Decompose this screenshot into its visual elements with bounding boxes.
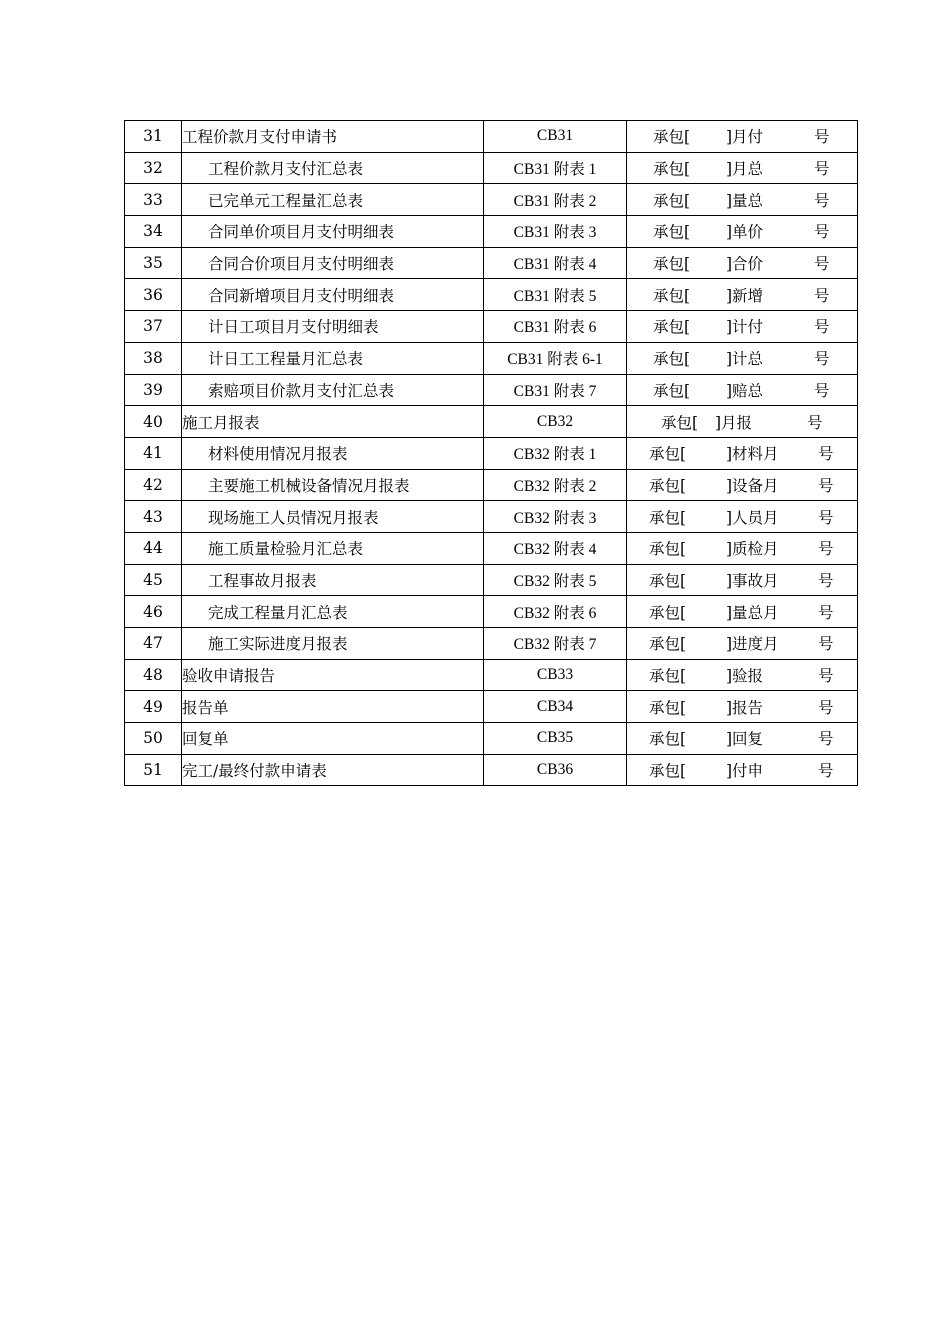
reference-prefix: 承包[ bbox=[649, 762, 687, 781]
form-name: 现场施工人员情况月报表 bbox=[182, 501, 484, 533]
row-number: 47 bbox=[125, 628, 182, 660]
form-code: CB31 附表 1 bbox=[484, 152, 627, 184]
form-code: CB32 附表 7 bbox=[484, 628, 627, 660]
reference-suffix: 号 bbox=[818, 540, 834, 559]
reference-type: ]量总 bbox=[726, 191, 764, 210]
row-number: 34 bbox=[125, 216, 182, 248]
form-reference bbox=[627, 184, 858, 216]
table-row bbox=[125, 406, 858, 438]
form-code: CB35 bbox=[484, 723, 627, 755]
table-row bbox=[125, 342, 858, 374]
table-row bbox=[125, 532, 858, 564]
form-name: 施工实际进度月报表 bbox=[182, 628, 484, 660]
form-reference bbox=[627, 564, 858, 596]
form-reference bbox=[627, 311, 858, 343]
row-number: 51 bbox=[125, 754, 182, 786]
row-number: 40 bbox=[125, 406, 182, 438]
reference-prefix: 承包[ bbox=[653, 191, 691, 210]
row-number: 39 bbox=[125, 374, 182, 406]
form-code: CB31 附表 7 bbox=[484, 374, 627, 406]
reference-prefix: 承包[ bbox=[649, 445, 687, 464]
form-code: CB32 bbox=[484, 406, 627, 438]
table-row bbox=[125, 152, 858, 184]
form-name: 计日工工程量月汇总表 bbox=[182, 342, 484, 374]
form-name: 已完单元工程量汇总表 bbox=[182, 184, 484, 216]
row-number: 41 bbox=[125, 437, 182, 469]
row-number: 33 bbox=[125, 184, 182, 216]
form-code: CB34 bbox=[484, 691, 627, 723]
reference-type: ]月总 bbox=[726, 160, 764, 179]
reference-suffix: 号 bbox=[814, 223, 830, 242]
form-reference bbox=[627, 247, 858, 279]
reference-prefix: 承包[ bbox=[653, 318, 691, 337]
form-name: 施工月报表 bbox=[182, 406, 484, 438]
row-number: 50 bbox=[125, 723, 182, 755]
form-reference bbox=[627, 216, 858, 248]
form-code: CB31 附表 6-1 bbox=[484, 342, 627, 374]
form-code: CB31 附表 2 bbox=[484, 184, 627, 216]
reference-suffix: 号 bbox=[818, 698, 834, 717]
reference-type: ]月付 bbox=[726, 128, 764, 147]
form-name: 工程价款月支付申请书 bbox=[182, 121, 484, 153]
reference-type: ]计总 bbox=[726, 350, 764, 369]
form-name: 材料使用情况月报表 bbox=[182, 437, 484, 469]
row-number: 44 bbox=[125, 532, 182, 564]
row-number: 35 bbox=[125, 247, 182, 279]
row-number: 42 bbox=[125, 469, 182, 501]
form-name: 工程事故月报表 bbox=[182, 564, 484, 596]
reference-type: ]进度月 bbox=[726, 635, 779, 654]
form-name: 合同合价项目月支付明细表 bbox=[182, 247, 484, 279]
form-code: CB31 附表 5 bbox=[484, 279, 627, 311]
reference-type: ]计付 bbox=[726, 318, 764, 337]
reference-prefix: 承包[ bbox=[649, 476, 687, 495]
reference-suffix: 号 bbox=[814, 350, 830, 369]
reference-suffix: 号 bbox=[814, 128, 830, 147]
reference-type: ]合价 bbox=[726, 255, 764, 274]
reference-prefix: 承包[ bbox=[653, 255, 691, 274]
reference-type: ]验报 bbox=[726, 667, 764, 686]
reference-prefix: 承包[ bbox=[649, 508, 687, 527]
reference-suffix: 号 bbox=[818, 571, 834, 590]
row-number: 48 bbox=[125, 659, 182, 691]
form-name: 合同新增项目月支付明细表 bbox=[182, 279, 484, 311]
table-row bbox=[125, 311, 858, 343]
row-number: 37 bbox=[125, 311, 182, 343]
form-reference bbox=[627, 659, 858, 691]
form-name: 合同单价项目月支付明细表 bbox=[182, 216, 484, 248]
form-code: CB31 附表 6 bbox=[484, 311, 627, 343]
table-row bbox=[125, 754, 858, 786]
row-number: 32 bbox=[125, 152, 182, 184]
reference-suffix: 号 bbox=[814, 255, 830, 274]
form-code: CB32 附表 1 bbox=[484, 437, 627, 469]
form-reference bbox=[627, 342, 858, 374]
reference-suffix: 号 bbox=[818, 762, 834, 781]
reference-type: ]新增 bbox=[726, 286, 764, 305]
form-code: CB32 附表 4 bbox=[484, 532, 627, 564]
reference-type: ]质检月 bbox=[726, 540, 779, 559]
reference-prefix: 承包[ bbox=[649, 540, 687, 559]
form-name: 报告单 bbox=[182, 691, 484, 723]
form-name: 完成工程量月汇总表 bbox=[182, 596, 484, 628]
form-reference bbox=[627, 279, 858, 311]
reference-suffix: 号 bbox=[814, 286, 830, 305]
table-row bbox=[125, 184, 858, 216]
form-reference bbox=[627, 532, 858, 564]
reference-suffix: 号 bbox=[818, 635, 834, 654]
form-reference bbox=[627, 723, 858, 755]
form-index-table bbox=[124, 120, 858, 786]
reference-suffix: 号 bbox=[818, 603, 834, 622]
form-code: CB31 附表 3 bbox=[484, 216, 627, 248]
table-row bbox=[125, 564, 858, 596]
reference-prefix: 承包[ bbox=[653, 350, 691, 369]
form-code: CB31 bbox=[484, 121, 627, 153]
form-reference bbox=[627, 374, 858, 406]
reference-type: ]量总月 bbox=[726, 603, 779, 622]
form-name: 施工质量检验月汇总表 bbox=[182, 532, 484, 564]
form-reference bbox=[627, 754, 858, 786]
form-code: CB32 附表 2 bbox=[484, 469, 627, 501]
table-row bbox=[125, 628, 858, 660]
reference-type: ]付申 bbox=[726, 762, 764, 781]
table-row bbox=[125, 216, 858, 248]
reference-suffix: 号 bbox=[818, 667, 834, 686]
reference-type: ]赔总 bbox=[726, 381, 764, 400]
reference-type: ]报告 bbox=[726, 698, 764, 717]
form-code: CB31 附表 4 bbox=[484, 247, 627, 279]
form-reference bbox=[627, 469, 858, 501]
table-row bbox=[125, 247, 858, 279]
reference-prefix: 承包[ bbox=[649, 603, 687, 622]
reference-type: ]材料月 bbox=[726, 445, 779, 464]
row-number: 31 bbox=[125, 121, 182, 153]
reference-prefix: 承包[ bbox=[653, 286, 691, 305]
reference-suffix: 号 bbox=[814, 318, 830, 337]
reference-suffix: 号 bbox=[818, 476, 834, 495]
reference-type: ]回复 bbox=[726, 730, 764, 749]
row-number: 45 bbox=[125, 564, 182, 596]
row-number: 36 bbox=[125, 279, 182, 311]
row-number: 38 bbox=[125, 342, 182, 374]
table-row bbox=[125, 121, 858, 153]
reference-prefix: 承包[ bbox=[653, 381, 691, 400]
form-reference bbox=[627, 691, 858, 723]
reference-type: ]人员月 bbox=[726, 508, 779, 527]
table-row bbox=[125, 691, 858, 723]
form-code: CB36 bbox=[484, 754, 627, 786]
reference-suffix: 号 bbox=[807, 413, 823, 432]
reference-prefix: 承包[ bbox=[649, 667, 687, 686]
table-row bbox=[125, 501, 858, 533]
form-code: CB32 附表 6 bbox=[484, 596, 627, 628]
form-name: 索赔项目价款月支付汇总表 bbox=[182, 374, 484, 406]
reference-type: ]月报 bbox=[715, 413, 753, 432]
form-reference bbox=[627, 628, 858, 660]
reference-type: ]设备月 bbox=[726, 476, 779, 495]
reference-suffix: 号 bbox=[814, 191, 830, 210]
table-row bbox=[125, 279, 858, 311]
form-name: 验收申请报告 bbox=[182, 659, 484, 691]
form-reference bbox=[627, 437, 858, 469]
reference-prefix: 承包[ bbox=[653, 128, 691, 147]
row-number: 43 bbox=[125, 501, 182, 533]
reference-type: ]单价 bbox=[726, 223, 764, 242]
form-reference bbox=[627, 152, 858, 184]
reference-type: ]事故月 bbox=[726, 571, 779, 590]
table-row bbox=[125, 659, 858, 691]
row-number: 49 bbox=[125, 691, 182, 723]
reference-prefix: 承包[ bbox=[649, 635, 687, 654]
reference-prefix: 承包[ bbox=[653, 160, 691, 179]
form-code: CB32 附表 5 bbox=[484, 564, 627, 596]
form-name: 回复单 bbox=[182, 723, 484, 755]
table-row bbox=[125, 596, 858, 628]
form-code: CB32 附表 3 bbox=[484, 501, 627, 533]
table-row bbox=[125, 437, 858, 469]
reference-suffix: 号 bbox=[814, 160, 830, 179]
form-name: 主要施工机械设备情况月报表 bbox=[182, 469, 484, 501]
form-reference bbox=[627, 121, 858, 153]
form-reference bbox=[627, 501, 858, 533]
table-row bbox=[125, 469, 858, 501]
table-row bbox=[125, 723, 858, 755]
reference-prefix: 承包[ bbox=[649, 698, 687, 717]
reference-suffix: 号 bbox=[818, 730, 834, 749]
reference-suffix: 号 bbox=[818, 445, 834, 464]
form-code: CB33 bbox=[484, 659, 627, 691]
row-number: 46 bbox=[125, 596, 182, 628]
form-reference bbox=[627, 406, 858, 438]
form-name: 计日工项目月支付明细表 bbox=[182, 311, 484, 343]
reference-prefix: 承包[ bbox=[649, 571, 687, 590]
reference-prefix: 承包[ bbox=[649, 730, 687, 749]
reference-prefix: 承包[ bbox=[653, 223, 691, 242]
reference-suffix: 号 bbox=[818, 508, 834, 527]
form-name: 完工/最终付款申请表 bbox=[182, 754, 484, 786]
table-row bbox=[125, 374, 858, 406]
reference-suffix: 号 bbox=[814, 381, 830, 400]
form-name: 工程价款月支付汇总表 bbox=[182, 152, 484, 184]
reference-prefix: 承包[ bbox=[661, 413, 699, 432]
form-reference bbox=[627, 596, 858, 628]
